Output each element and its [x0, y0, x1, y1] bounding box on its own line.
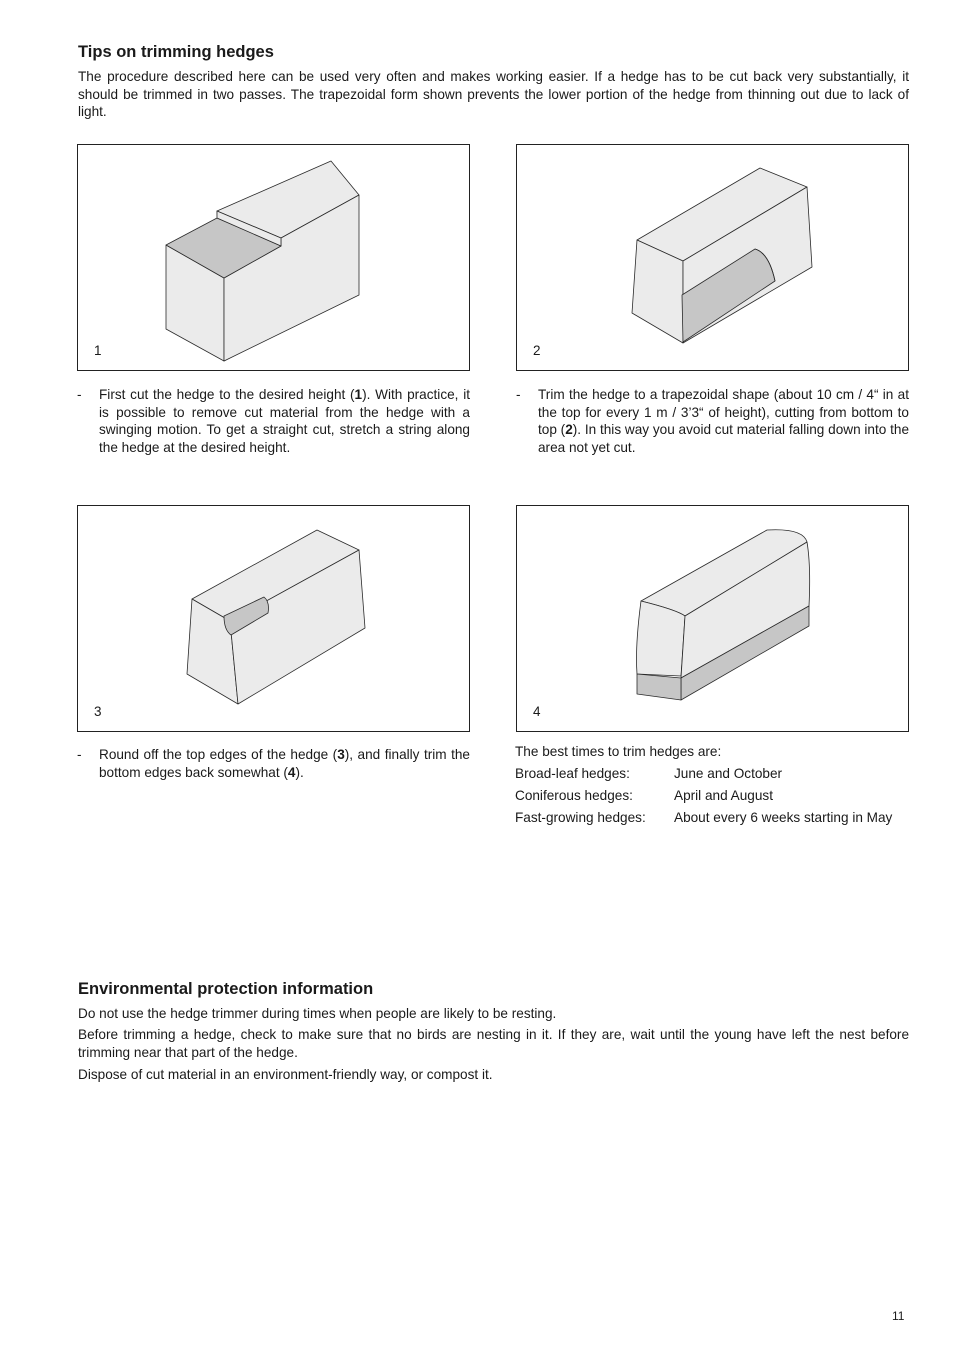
figure-2: [516, 144, 909, 371]
page-number: 11: [892, 1309, 905, 1323]
figure-1: [77, 144, 470, 371]
figure-number-4: 4: [533, 704, 541, 719]
figure-number-1: 1: [94, 343, 102, 358]
figure-number-2: 2: [533, 343, 541, 358]
env-paragraph-1: Do not use the hedge trimmer during times when people are likely to be resting.: [78, 1006, 557, 1021]
env-paragraph-2: Before trimming a hedge, check to make sure that no birds are nesting in it. If they are, wait until the young have left the nest before trimming near that part of the hedge.: [78, 1027, 909, 1060]
trim-times-intro: The best times to trim hedges are:: [515, 744, 722, 759]
intro-paragraph: The procedure described here can be used very often and makes working easier. If a hedge has to be cut back very substantially, it should be trimmed in two passes. The trapezoidal form shown prevents the lower portion of the hedge from thinning out due to lack of light.: [78, 69, 909, 119]
section-title-environment: Environmental protection information: [78, 980, 374, 998]
section-title-trimming: Tips on trimming hedges: [78, 43, 274, 61]
hedge-illustration-2: [517, 145, 910, 372]
hedge-illustration-1: [78, 145, 471, 372]
env-paragraph-3: Dispose of cut material in an environment-friendly way, or compost it.: [78, 1067, 493, 1082]
hedge-illustration-4: [517, 506, 910, 733]
figure-3: [77, 505, 470, 732]
hedge-illustration-3: [78, 506, 471, 733]
figure-number-3: 3: [94, 704, 102, 719]
figure-4: [516, 505, 909, 732]
